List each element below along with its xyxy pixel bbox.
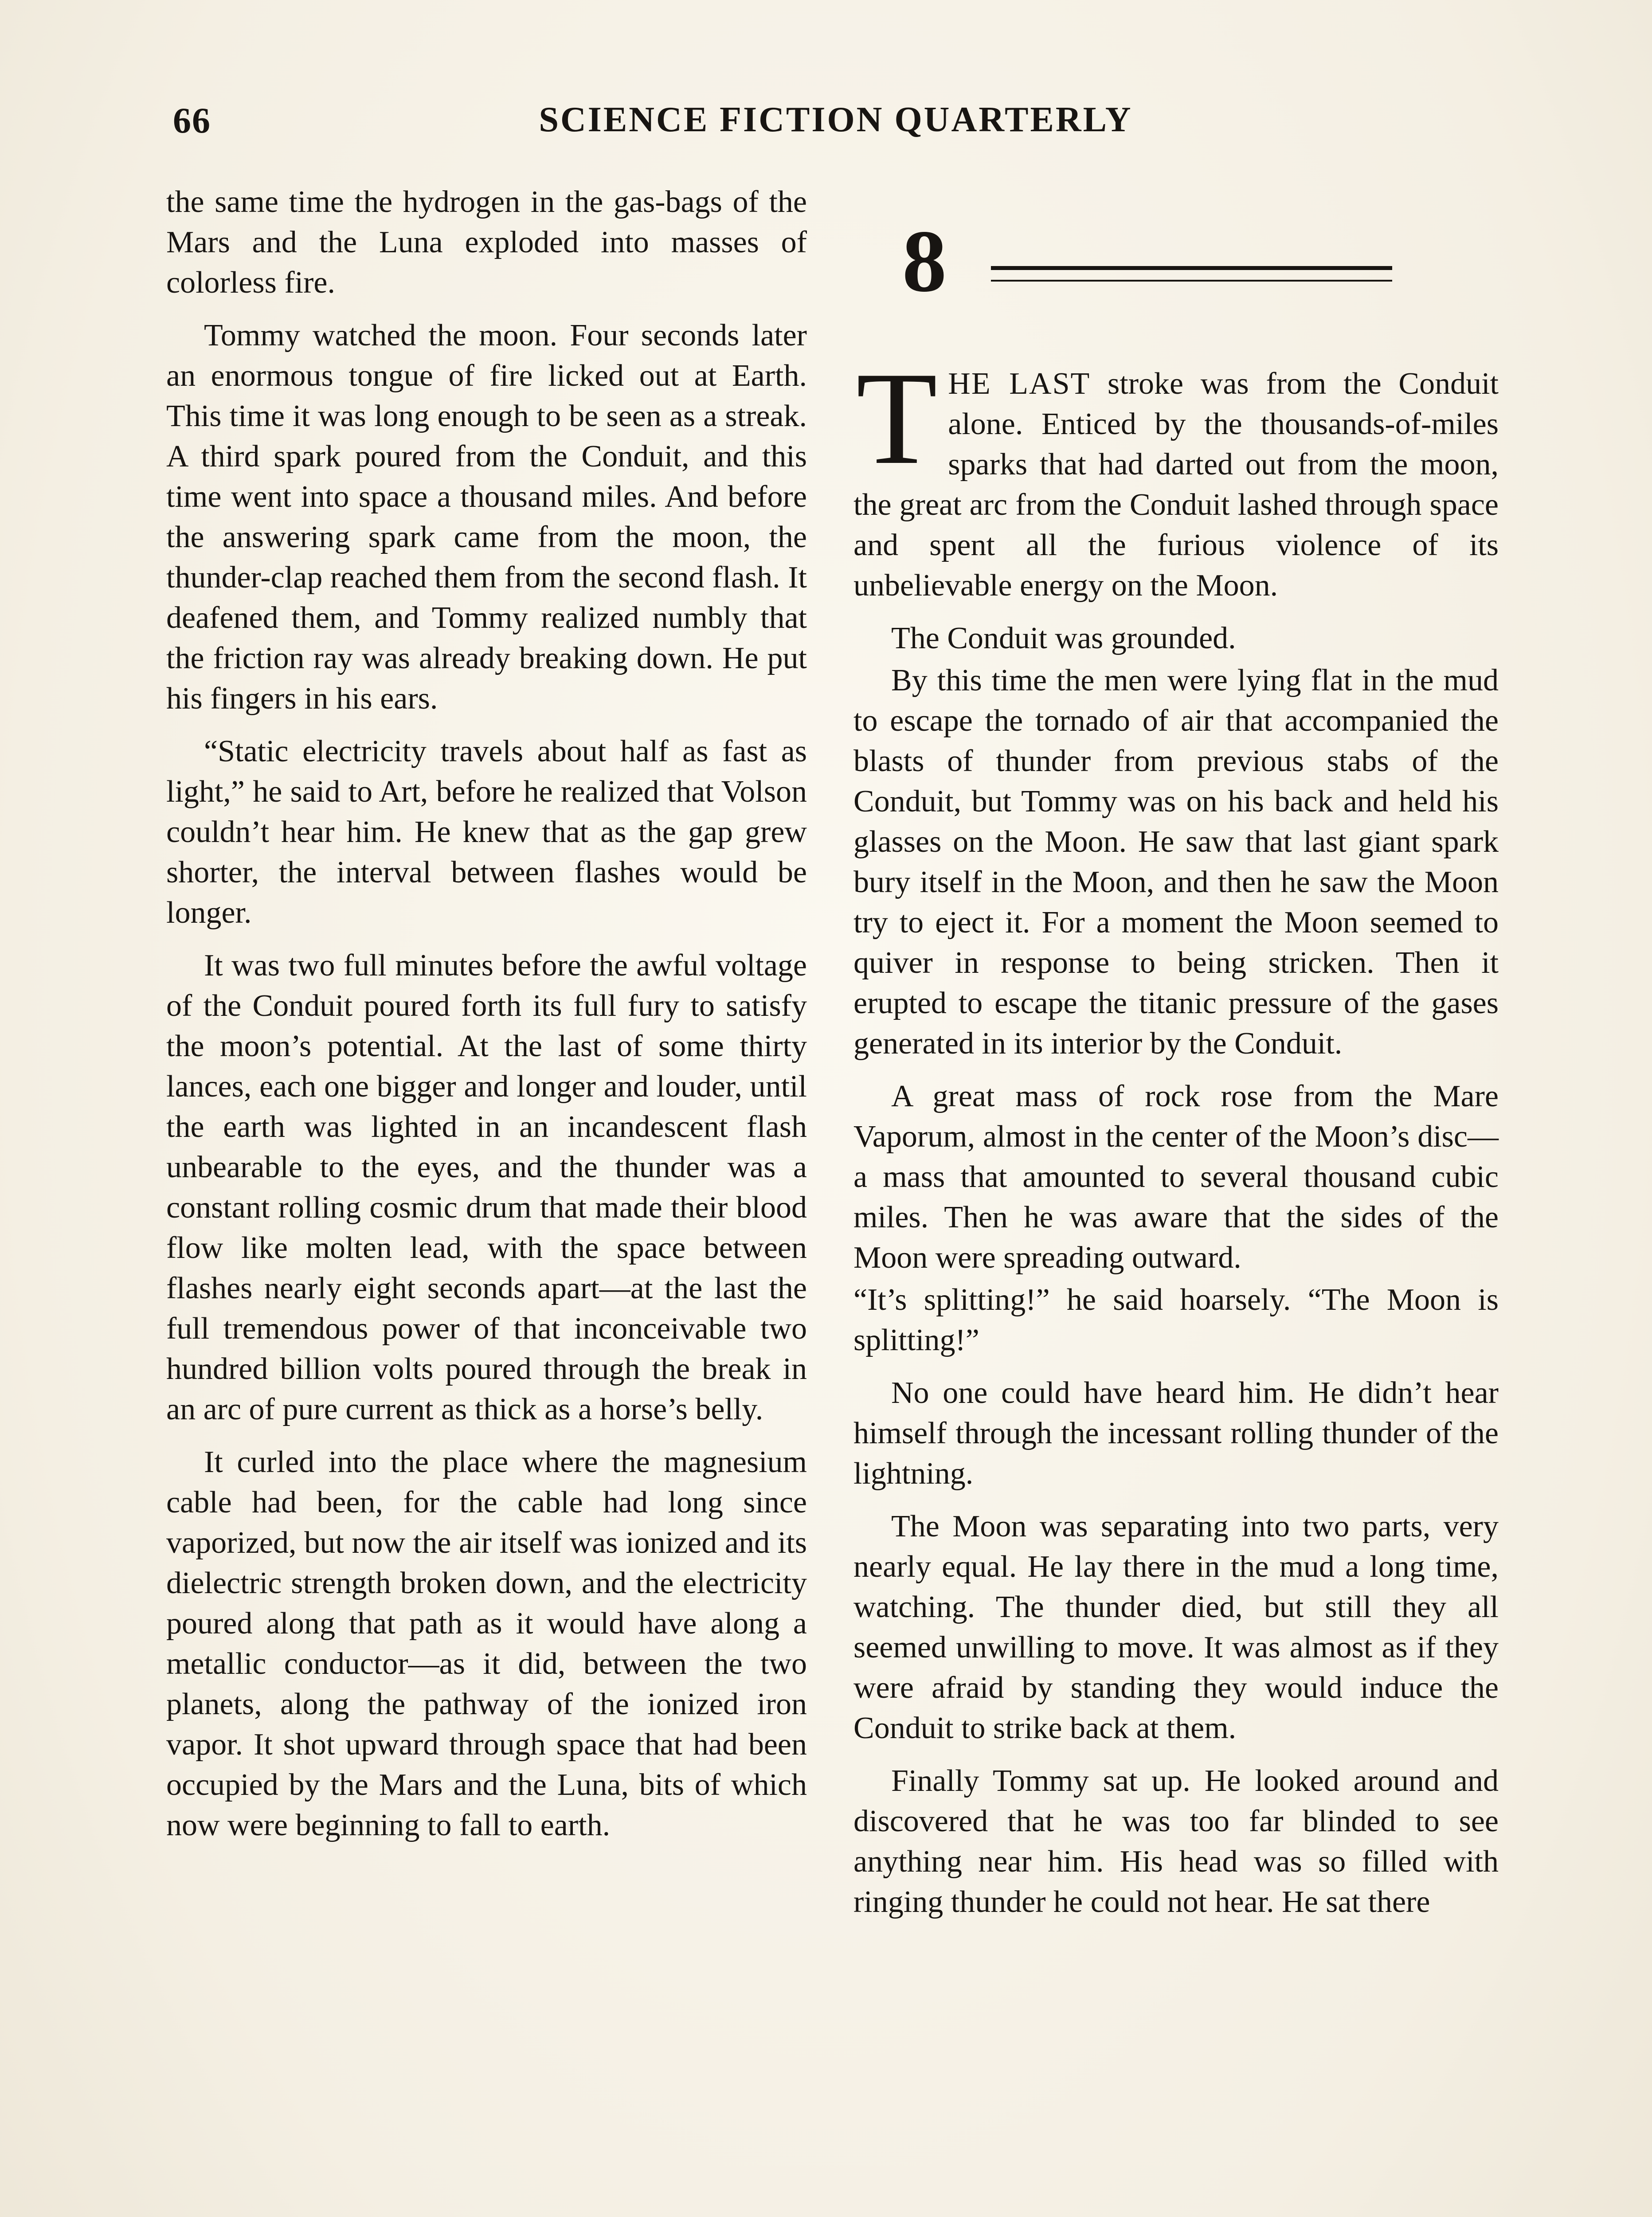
paragraph: Finally Tommy sat up. He looked around and discovered that he was too far blinded to see anything near him. His head was so filled with ringing thunder he could not hear. He sat there bbox=[853, 1764, 1499, 1919]
paragraph: The Moon was separating into two parts, very nearly equal. He lay there in the mud a long time, watching. The thunder died, but still they all seemed unwilling to move. It was almost as if they were afraid by standing they would induce the Conduit to strike back at them. bbox=[853, 1509, 1499, 1745]
paragraph: The Conduit was grounded. bbox=[891, 621, 1236, 655]
paragraph: No one could have heard him. He didn’t hear himself through the incessant rolling thunder of the lightning. bbox=[853, 1376, 1499, 1491]
paragraph: “Static electricity travels about half as fast as light,” he said to Art, before he realized that Volson couldn’t hear him. He knew that as the gap grew shorter, the interval between flashes would be longer. bbox=[166, 734, 807, 930]
paragraph: the same time the hydrogen in the gas-bags of the Mars and the Luna exploded into masses of colorless fire. bbox=[166, 185, 807, 300]
left-column bbox=[166, 182, 807, 1858]
drop-cap: T bbox=[856, 345, 938, 492]
chapter-rule bbox=[991, 266, 1392, 282]
paragraph: “It’s splitting!” he said hoarsely. “The Moon is splitting!” bbox=[853, 1283, 1499, 1357]
paragraph: It was two full minutes before the awful voltage of the Conduit poured forth its full fury to satisfy the moon’s potential. At the last of some thirty lances, each one bigger and longer and louder, until the earth was lighted in an incandescent flash unbearable to the eyes, and the thunder was a constant rolling cosmic drum that made their blood flow like molten lead, with the space between flashes nearly eight seconds apart—at the last the full tremendous power of that inconceivable two hundred billion volts poured through the break in an arc of pure current as thick as a horse’s belly. bbox=[166, 948, 807, 1426]
right-column bbox=[853, 212, 1499, 1935]
page-number: 66 bbox=[173, 100, 211, 141]
chapter-opening-paragraph bbox=[853, 345, 1499, 606]
opening-text: stroke was from the Conduit alone. Enticed by the thousands-of-miles sparks that had darted out from the moon, the great arc from the Conduit lashed through space and spent all the furious violence of its unbelievable energy on the Moon. bbox=[853, 367, 1499, 603]
magazine-title: SCIENCE FICTION QUARTERLY bbox=[539, 100, 1133, 139]
paragraph: It curled into the place where the magnesium cable had been, for the cable had long since vaporized, but now the air itself was ionized and its dielectric strength broken down, and the electricity poured along that path as it would have along a metallic conductor—as it did, between the two planets, along the pathway of the ionized iron vapor. It shot upward through space that had been occupied by the Mars and the Luna, bits of which now were beginning to fall to earth. bbox=[166, 1445, 807, 1842]
running-head bbox=[173, 100, 1499, 149]
chapter-number: 8 bbox=[902, 212, 947, 310]
paragraph: A great mass of rock rose from the Mare Vaporum, almost in the center of the Moon’s disc—a mass that amounted to several thousand cubic miles. Then he was aware that the sides of the Moon were spreading outward. bbox=[853, 1079, 1499, 1275]
paragraph: Tommy watched the moon. Four seconds later an enormous tongue of fire licked out at Earth. This time it was long enough to be seen as a streak. A third spark poured from the Conduit, and this time went into space a thousand miles. And before the answering spark came from the moon, the thunder-clap reached them from the second flash. It deafened them, and Tommy realized numbly that the friction ray was already breaking down. He put his fingers in his ears. bbox=[166, 318, 807, 716]
chapter-heading bbox=[853, 212, 1499, 364]
opening-caps: HE LAST bbox=[948, 367, 1091, 401]
paragraph: By this time the men were lying flat in the mud to escape the tornado of air that accompanied the blasts of thunder from previous stabs of the Conduit, but Tommy was on his back and held his glasses on the Moon. He saw that last giant spark bury itself in the Moon, and then he saw the Moon try to eject it. For a moment the Moon seemed to quiver in response to being stricken. Then it erupted to escape the titanic pressure of the gases generated in its interior by the Conduit. bbox=[853, 663, 1499, 1061]
